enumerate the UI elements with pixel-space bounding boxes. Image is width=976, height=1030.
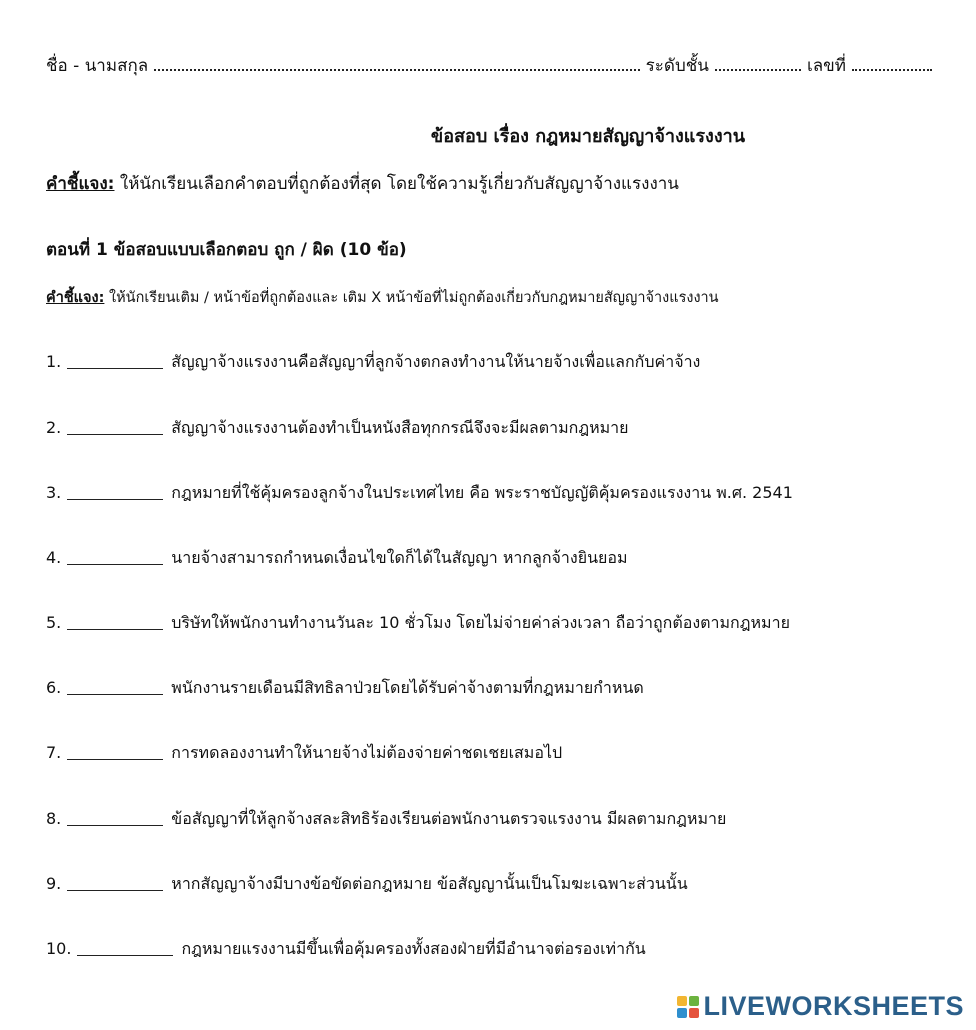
question-text: กฎหมายที่ใช้คุ้มครองลูกจ้างในประเทศไทย คือ พระราชบัญญัติคุ้มครองแรงงาน พ.ศ. 2541 [171,483,793,502]
answer-blank[interactable] [67,563,163,565]
question-text: บริษัทให้พนักงานทำงานวันละ 10 ชั่วโมง โดยไม่จ่ายค่าล่วงเวลา ถือว่าถูกต้องตามกฎหมาย [171,613,790,632]
logo-mark-square [689,1008,699,1018]
question-item [46,809,726,828]
answer-blank[interactable] [67,889,163,891]
answer-blank[interactable] [67,628,163,630]
question-item [46,678,644,697]
question-text: กฎหมายแรงงานมีขึ้นเพื่อคุ้มครองทั้งสองฝ่ายที่มีอำนาจต่อรองเท่ากัน [181,939,646,958]
instruction-text: ให้นักเรียนเลือกคำตอบที่ถูกต้องที่สุด โดยใช้ความรู้เกี่ยวกับสัญญาจ้างแรงงาน [114,174,679,194]
instruction-label: คำชี้แจง: [46,174,115,194]
question-number: 10. [46,939,72,958]
part-title: ตอนที่ 1 ข้อสอบแบบเลือกตอบ ถูก / ผิด (10 ข้อ) [46,240,407,260]
question-item [46,743,562,762]
answer-blank[interactable] [67,693,163,695]
question-text: พนักงานรายเดือนมีสิทธิลาป่วยโดยได้รับค่าจ้างตามที่กฎหมายกำหนด [171,678,644,697]
question-text: ข้อสัญญาที่ให้ลูกจ้างสละสิทธิร้องเรียนต่อพนักงานตรวจแรงงาน มีผลตามกฎหมาย [171,809,727,828]
question-text: หากสัญญาจ้างมีบางข้อขัดต่อกฎหมาย ข้อสัญญานั้นเป็นโมฆะเฉพาะส่วนนั้น [171,874,688,893]
question-number: 2. [46,418,62,437]
logo-text: LIVEWORKSHEETS [703,991,964,1021]
question-number: 8. [46,809,62,828]
part-instruction-text: ให้นักเรียนเติม / หน้าข้อที่ถูกต้องและ เติม X หน้าข้อที่ไม่ถูกต้องเกี่ยวกับกฎหมายสัญญาจ้างแรงงาน [104,290,719,306]
question-item [46,548,628,567]
number-blank[interactable] [852,68,932,71]
question-number: 9. [46,874,62,893]
answer-blank[interactable] [67,498,163,500]
logo-mark-square [689,996,699,1006]
question-number: 5. [46,613,62,632]
question-number: 6. [46,678,62,697]
answer-blank[interactable] [67,824,163,826]
answer-blank[interactable] [77,954,173,956]
answer-blank[interactable] [67,758,163,760]
question-item [46,483,793,502]
liveworksheets-logo [677,991,964,1022]
question-item [46,874,688,893]
question-item [46,418,629,437]
logo-mark-square [677,996,687,1006]
question-item [46,613,790,632]
page-title: ข้อสอบ เรื่อง กฎหมายสัญญาจ้างแรงงาน [430,126,746,147]
logo-mark-square [677,1008,687,1018]
question-text: นายจ้างสามารถกำหนดเงื่อนไขใดก็ได้ในสัญญา หากลูกจ้างยินยอม [171,548,628,567]
question-item [46,939,646,958]
logo-mark-icon [677,996,699,1018]
part-instruction [46,290,719,307]
grade-label: ระดับชั้น [645,56,709,76]
question-number: 1. [46,352,62,371]
name-label: ชื่อ - นามสกุล [46,56,149,76]
question-text: สัญญาจ้างแรงงานคือสัญญาที่ลูกจ้างตกลงทำงานให้นายจ้างเพื่อแลกกับค่าจ้าง [171,352,701,371]
question-number: 7. [46,743,62,762]
part-instruction-label: คำชี้แจง: [46,290,105,306]
question-text: การทดลองงานทำให้นายจ้างไม่ต้องจ่ายค่าชดเชยเสมอไป [171,743,563,762]
answer-blank[interactable] [67,367,163,369]
answer-blank[interactable] [67,433,163,435]
grade-blank[interactable] [715,68,801,71]
number-label: เลขที่ [806,56,846,76]
question-number: 4. [46,548,62,567]
question-number: 3. [46,483,62,502]
question-item [46,352,700,371]
question-text: สัญญาจ้างแรงงานต้องทำเป็นหนังสือทุกกรณีจึงจะมีผลตามกฎหมาย [171,418,629,437]
name-blank[interactable] [154,68,640,71]
main-instruction [46,174,679,194]
student-info-line [46,56,938,76]
